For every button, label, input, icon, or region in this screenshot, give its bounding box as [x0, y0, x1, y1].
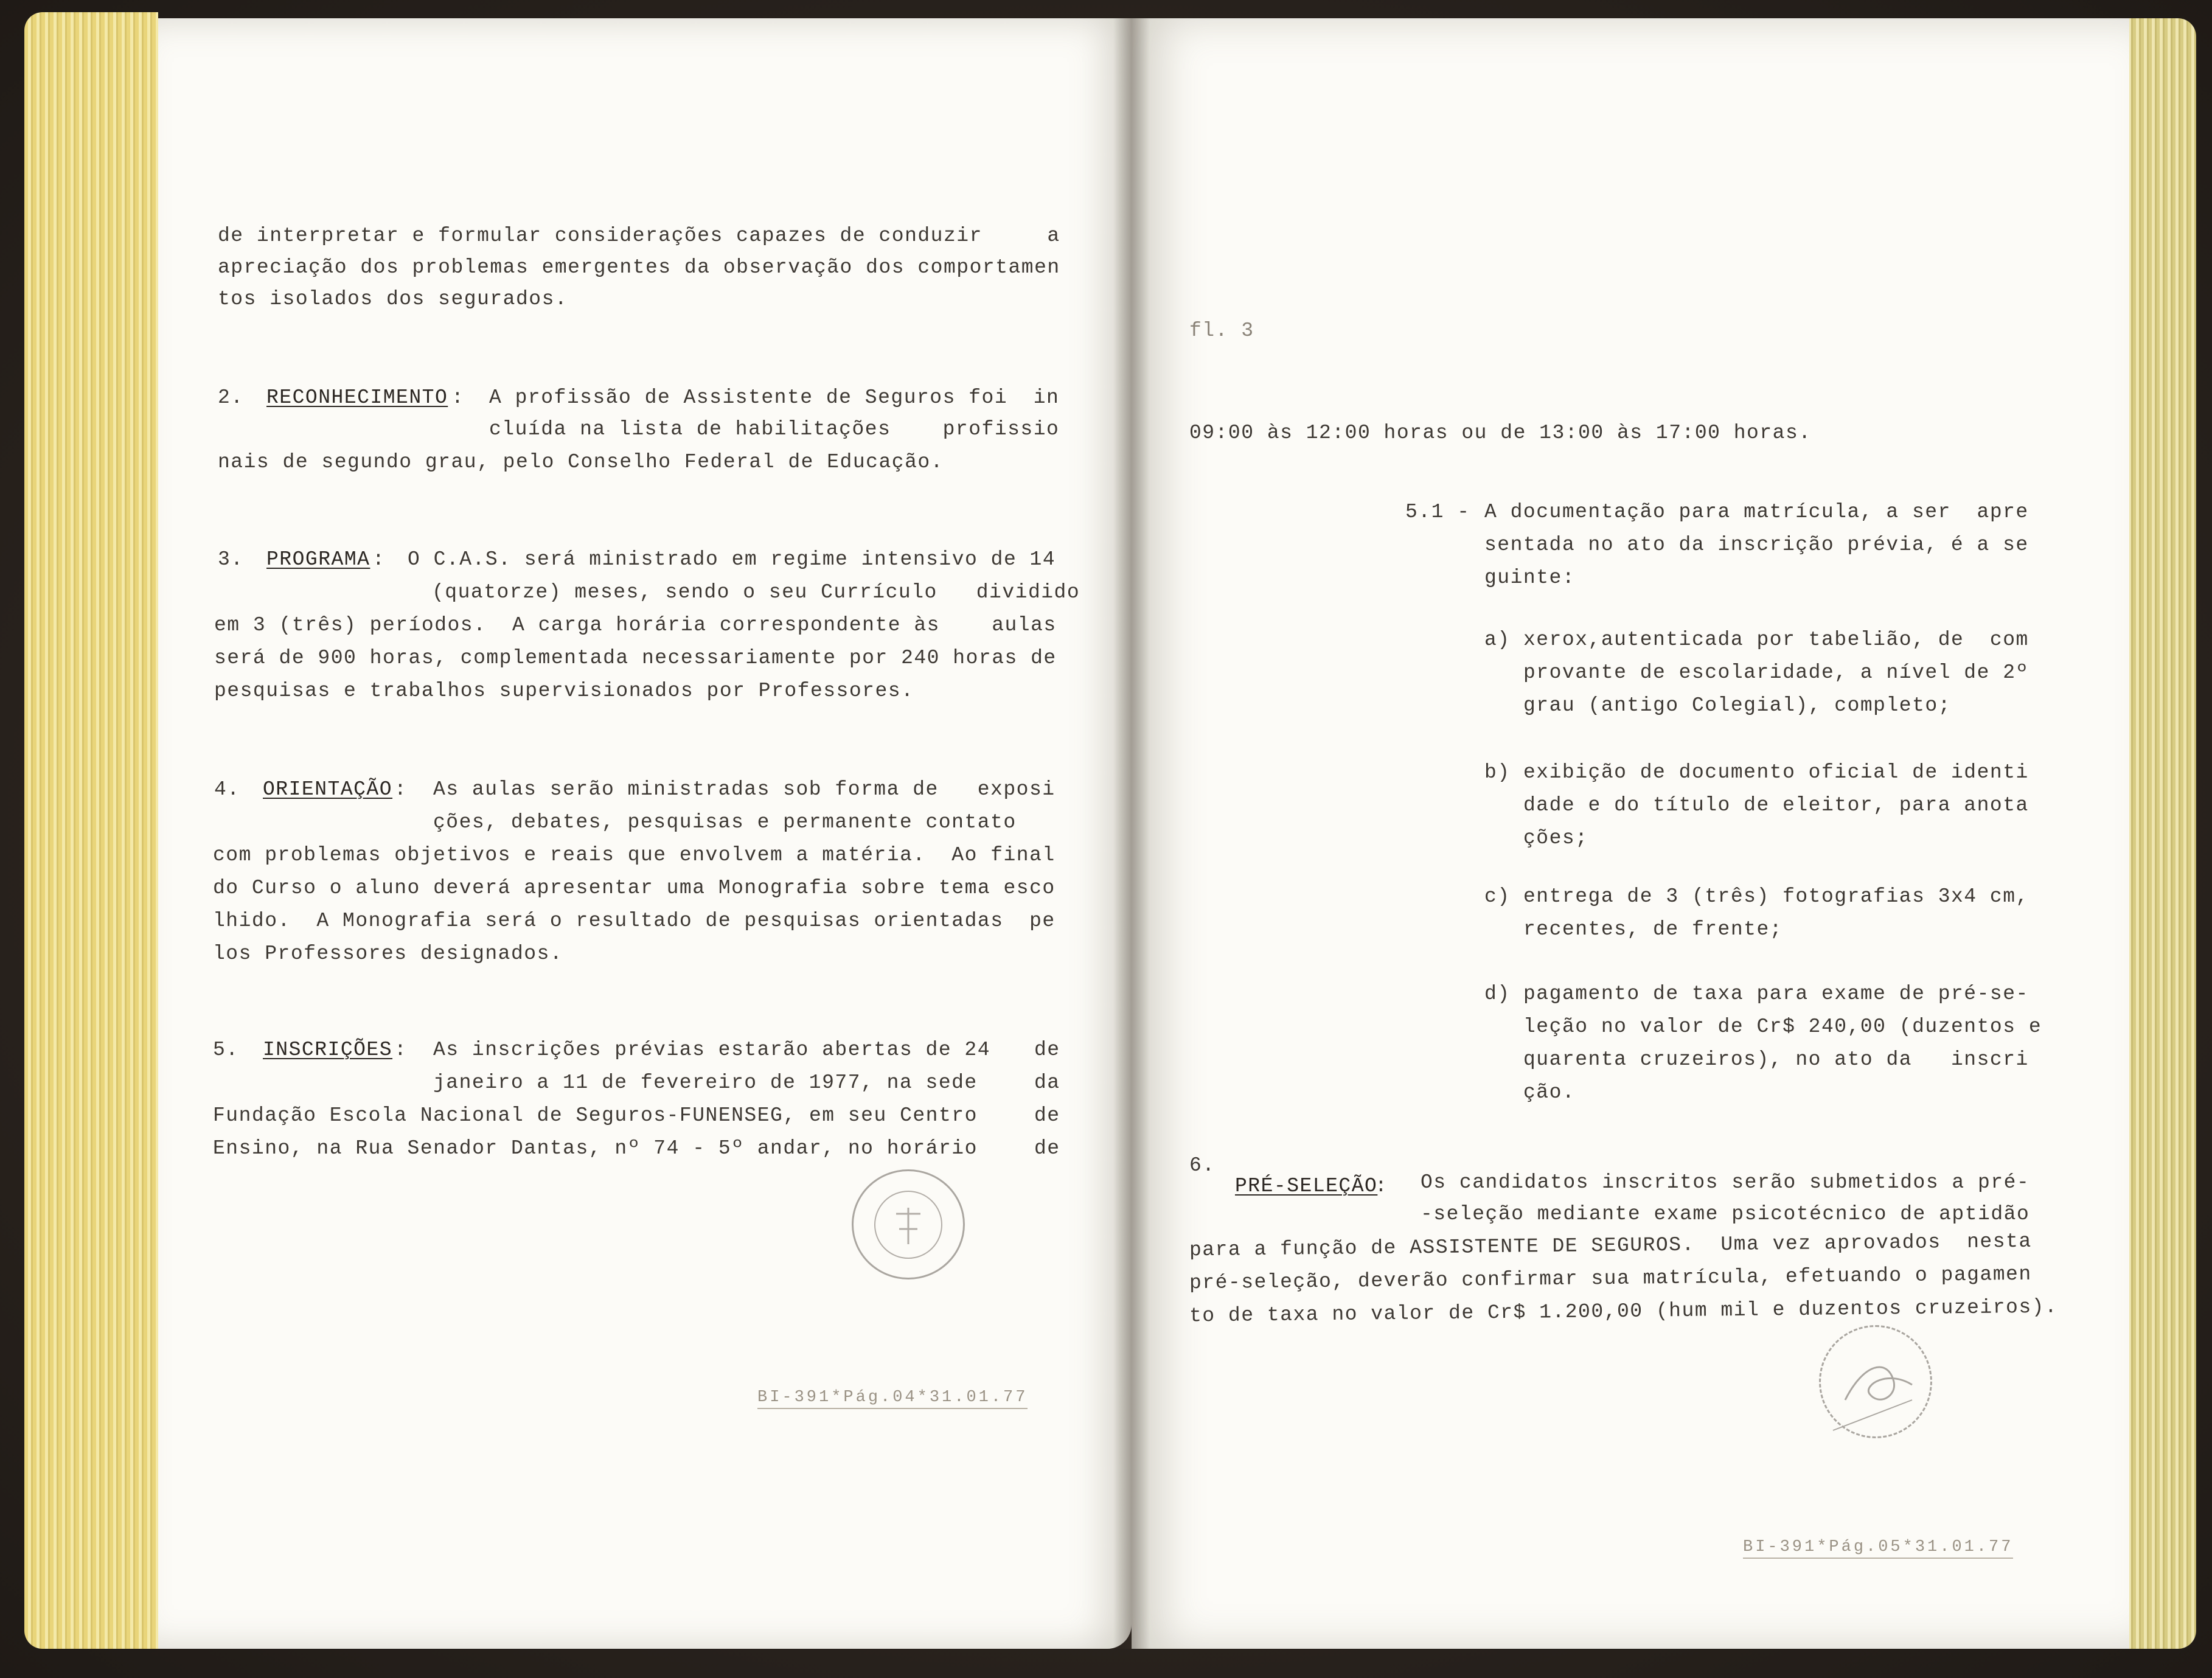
- section-4-title: ORIENTAÇÃO: [263, 778, 393, 801]
- section-2-colon: :: [451, 386, 465, 409]
- folio-number: fl. 3: [1189, 319, 1254, 342]
- item-b-line-1: exibição de documento oficial de identi: [1523, 761, 2029, 784]
- section-5-line-3: Fundação Escola Nacional de Seguros-FUNENSEG, em seu Centro: [213, 1104, 978, 1127]
- section-6-line-5: to de taxa no valor de Cr$ 1.200,00 (hum mil e duzentos cruzeiros).: [1189, 1295, 2058, 1328]
- section-4-line-4: do Curso o aluno deverá apresentar uma Monografia sobre tema esco: [213, 877, 1056, 899]
- section-6-line-3: para a função de ASSISTENTE DE SEGUROS. Uma vez aprovados nesta: [1189, 1230, 2032, 1262]
- section-6-line-4: pré-seleção, deverão confirmar sua matrícula, efetuando o pagamen: [1189, 1262, 2032, 1295]
- section-5-line-4: Ensino, na Rua Senador Dantas, nº 74 - 5º andar, no horário: [213, 1137, 978, 1160]
- section-2-line-2: cluída na lista de habilitações profissio: [489, 418, 1060, 440]
- item-a-line-1: xerox,autenticada por tabelião, de com: [1523, 628, 2029, 651]
- section-2-line-3: nais de segundo grau, pelo Conselho Federal de Educação.: [218, 451, 944, 473]
- item-d-line-1: pagamento de taxa para exame de pré-se-: [1523, 983, 2029, 1005]
- right-page: [1132, 18, 2129, 1649]
- section-2-number: 2.: [218, 386, 244, 409]
- item-a-line-2: provante de escolaridade, a nível de 2º: [1523, 661, 2029, 684]
- item-c-line-2: recentes, de frente;: [1523, 918, 1783, 941]
- left-page-footer: BI-391*Pág.04*31.01.77: [757, 1388, 1028, 1409]
- section-3-colon: :: [372, 548, 386, 571]
- section-6-number: 6.: [1189, 1154, 1216, 1177]
- section-3-number: 3.: [218, 548, 244, 571]
- section-2-line-1: A profissão de Assistente de Seguros foi in: [489, 386, 1060, 409]
- section-2-title: RECONHECIMENTO: [266, 386, 448, 409]
- section-6-title: PRÉ-SELEÇÃO: [1235, 1175, 1378, 1197]
- section-3-line-3: em 3 (três) períodos. A carga horária correspondente às aulas: [214, 614, 1057, 636]
- left-page-edges: [24, 12, 158, 1649]
- section-4-line-1: As aulas serão ministradas sob forma de exposi: [433, 778, 1056, 801]
- item-c-label: c): [1484, 885, 1511, 908]
- section-4-line-6: los Professores designados.: [213, 942, 563, 965]
- section-3-line-1: O C.A.S. será ministrado em regime intensivo de 14: [408, 548, 1056, 571]
- intro-line-3: tos isolados dos segurados.: [218, 288, 568, 310]
- item-b-line-3: ções;: [1523, 827, 1588, 849]
- left-ink-stamp: [852, 1169, 965, 1279]
- section-5-1-line-1: A documentação para matrícula, a ser apre: [1484, 501, 2029, 523]
- item-d-line-3: quarenta cruzeiros), no ato da inscri: [1523, 1048, 2029, 1071]
- intro-line-1: de interpretar e formular considerações capazes de conduzir a: [218, 225, 1060, 247]
- section-5-number: 5.: [213, 1039, 239, 1061]
- section-5-title: INSCRIÇÕES: [263, 1039, 393, 1061]
- section-4-line-3: com problemas objetivos e reais que envolvem a matéria. Ao final: [213, 844, 1056, 866]
- intro-line-2: apreciação dos problemas emergentes da observação dos comportamen: [218, 256, 1060, 279]
- section-5-1-number: 5.1 -: [1405, 501, 1470, 523]
- item-d-line-4: ção.: [1523, 1081, 1576, 1104]
- section-5-right-word-1: de: [1034, 1039, 1060, 1061]
- item-a-line-3: grau (antigo Colegial), completo;: [1523, 694, 1952, 717]
- hours-line: 09:00 às 12:00 horas ou de 13:00 às 17:00 horas.: [1189, 422, 1812, 444]
- section-4-colon: :: [394, 778, 408, 801]
- item-b-line-2: dade e do título de eleitor, para anota: [1523, 794, 2029, 816]
- item-a-label: a): [1484, 628, 1511, 651]
- item-d-label: d): [1484, 983, 1511, 1005]
- book-gutter: [1113, 18, 1150, 1649]
- section-5-right-word-3: de: [1034, 1104, 1060, 1127]
- section-5-line-1: As inscrições prévias estarão abertas de 24: [433, 1039, 991, 1061]
- section-3-line-2: (quatorze) meses, sendo o seu Currículo dividido: [432, 581, 1080, 604]
- section-6-colon: :: [1375, 1175, 1388, 1197]
- section-4-line-2: ções, debates, pesquisas e permanente contato: [433, 811, 1017, 834]
- section-6-line-2: -seleção mediante exame psicotécnico de aptidão: [1421, 1203, 2030, 1225]
- section-5-line-2: janeiro a 11 de fevereiro de 1977, na sede: [433, 1071, 978, 1094]
- right-ink-stamp: [1819, 1325, 1932, 1438]
- section-6-line-1: Os candidatos inscritos serão submetidos a pré-: [1421, 1171, 2030, 1194]
- section-4-line-5: lhido. A Monografia será o resultado de pesquisas orientadas pe: [213, 910, 1056, 932]
- section-5-colon: :: [394, 1039, 408, 1061]
- section-5-right-word-2: da: [1034, 1071, 1060, 1094]
- item-d-line-2: leção no valor de Cr$ 240,00 (duzentos e: [1523, 1015, 2042, 1038]
- section-3-line-4: será de 900 horas, complementada necessariamente por 240 horas de: [214, 647, 1057, 669]
- stamp-signature-icon: [1821, 1327, 1930, 1436]
- section-3-line-5: pesquisas e trabalhos supervisionados por Professores.: [214, 680, 914, 702]
- stamp-mark-icon: [854, 1171, 963, 1278]
- section-5-1-line-2: sentada no ato da inscrição prévia, é a se: [1484, 534, 2029, 556]
- item-c-line-1: entrega de 3 (três) fotografias 3x4 cm,: [1523, 885, 2029, 908]
- item-b-label: b): [1484, 761, 1511, 784]
- section-5-1-line-3: guinte:: [1484, 566, 1576, 589]
- section-3-title: PROGRAMA: [266, 548, 370, 571]
- section-4-number: 4.: [214, 778, 240, 801]
- right-page-footer: BI-391*Pág.05*31.01.77: [1743, 1538, 2013, 1559]
- section-5-right-word-4: de: [1034, 1137, 1060, 1160]
